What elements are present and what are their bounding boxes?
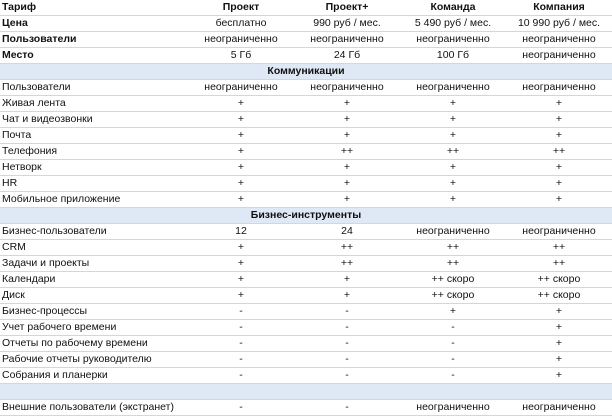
cell-value: неограниченно [506, 224, 612, 240]
cell-value: + [506, 176, 612, 192]
feature-row [0, 128, 612, 144]
cell-value: + [188, 128, 294, 144]
cell-value: ++ [400, 240, 506, 256]
cell-value: + [506, 368, 612, 384]
feature-row [0, 192, 612, 208]
row-label: Бизнес-пользователи [0, 224, 188, 240]
row-label: Почта [0, 128, 188, 144]
row-label: Пользователи [0, 32, 188, 48]
cell-value: ++ скоро [506, 272, 612, 288]
cell-value: + [506, 112, 612, 128]
cell-value: неограниченно [188, 32, 294, 48]
cell-value: неограниченно [506, 32, 612, 48]
cell-value: 24 [294, 224, 400, 240]
cell-value: + [506, 320, 612, 336]
row-label: Отчеты по рабочему времени [0, 336, 188, 352]
row-label: Календари [0, 272, 188, 288]
cell-value: 10 990 руб / мес. [506, 16, 612, 32]
cell-value: + [188, 240, 294, 256]
cell-value: + [294, 288, 400, 304]
row-label: Пользователи [0, 80, 188, 96]
cell-value: + [506, 128, 612, 144]
cell-value: неограниченно [400, 80, 506, 96]
cell-value: 12 [188, 224, 294, 240]
feature-row [0, 80, 612, 96]
row-label: Мобильное приложение [0, 192, 188, 208]
plan-name-proekt: Проект [188, 0, 294, 16]
cell-value: неограниченно [400, 400, 506, 416]
cell-value: 5 Гб [188, 48, 294, 64]
row-label: Бизнес-процессы [0, 304, 188, 320]
cell-value: + [188, 96, 294, 112]
cell-value: + [188, 144, 294, 160]
section-title: Коммуникации [0, 64, 612, 80]
feature-row [0, 144, 612, 160]
row-label: HR [0, 176, 188, 192]
cell-value: неограниченно [294, 80, 400, 96]
feature-row [0, 176, 612, 192]
cell-value: + [188, 272, 294, 288]
section-header-row [0, 64, 612, 80]
cell-value: + [400, 128, 506, 144]
cell-value: неограниченно [506, 48, 612, 64]
feature-row [0, 240, 612, 256]
cell-value: - [400, 336, 506, 352]
cell-value: - [294, 400, 400, 416]
plan-name-kompaniya: Компания [506, 0, 612, 16]
cell-value: неограниченно [506, 80, 612, 96]
cell-value: - [188, 400, 294, 416]
cell-value: + [188, 288, 294, 304]
feature-row [0, 256, 612, 272]
cell-value: - [188, 368, 294, 384]
cell-value: + [400, 176, 506, 192]
row-label: Внешние пользователи (экстранет) [0, 400, 188, 416]
spacer-cell [0, 384, 612, 400]
feature-row [0, 336, 612, 352]
cell-value: 5 490 руб / мес. [400, 16, 506, 32]
cell-value: ++ [506, 240, 612, 256]
cell-value: 24 Гб [294, 48, 400, 64]
cell-value: + [294, 128, 400, 144]
header-label: Тариф [0, 0, 188, 16]
cell-value: + [294, 96, 400, 112]
feature-row [0, 288, 612, 304]
cell-value: - [400, 320, 506, 336]
cell-value: ++ [400, 144, 506, 160]
cell-value: + [400, 160, 506, 176]
cell-value: ++ [294, 240, 400, 256]
section-title: Бизнес-инструменты [0, 208, 612, 224]
cell-value: 100 Гб [400, 48, 506, 64]
cell-value: + [294, 192, 400, 208]
row-label: CRM [0, 240, 188, 256]
cell-value: ++ скоро [400, 272, 506, 288]
cell-value: неограниченно [506, 400, 612, 416]
feature-row [0, 224, 612, 240]
plan-name-proekt-plus: Проект+ [294, 0, 400, 16]
feature-row [0, 96, 612, 112]
cell-value: + [294, 160, 400, 176]
cell-value: - [188, 320, 294, 336]
row-label: Чат и видеозвонки [0, 112, 188, 128]
cell-value: - [400, 368, 506, 384]
cell-value: 990 руб / мес. [294, 16, 400, 32]
cell-value: - [294, 304, 400, 320]
cell-value: - [400, 352, 506, 368]
cell-value: + [188, 112, 294, 128]
feature-row [0, 352, 612, 368]
row-label: Задачи и проекты [0, 256, 188, 272]
cell-value: ++ скоро [506, 288, 612, 304]
cell-value: + [506, 160, 612, 176]
cell-value: неограниченно [294, 32, 400, 48]
row-label: Рабочие отчеты руководителю [0, 352, 188, 368]
row-label: Телефония [0, 144, 188, 160]
section-header-row [0, 208, 612, 224]
plan-name-komanda: Команда [400, 0, 506, 16]
cell-value: + [188, 256, 294, 272]
cell-value: бесплатно [188, 16, 294, 32]
feature-row [0, 368, 612, 384]
cell-value: ++ скоро [400, 288, 506, 304]
cell-value: ++ [294, 256, 400, 272]
cell-value: - [188, 304, 294, 320]
spacer-row [0, 384, 612, 400]
cell-value: + [294, 272, 400, 288]
cell-value: - [294, 368, 400, 384]
row-label: Нетворк [0, 160, 188, 176]
cell-value: + [506, 96, 612, 112]
summary-row [0, 48, 612, 64]
cell-value: ++ [506, 256, 612, 272]
cell-value: + [400, 304, 506, 320]
summary-row [0, 16, 612, 32]
cell-value: - [188, 336, 294, 352]
cell-value: + [506, 352, 612, 368]
row-label: Живая лента [0, 96, 188, 112]
cell-value: + [506, 192, 612, 208]
row-label: Собрания и планерки [0, 368, 188, 384]
cell-value: + [506, 304, 612, 320]
feature-row [0, 400, 612, 416]
cell-value: + [188, 192, 294, 208]
cell-value: - [294, 336, 400, 352]
feature-row [0, 112, 612, 128]
cell-value: + [294, 176, 400, 192]
feature-row [0, 304, 612, 320]
cell-value: - [188, 352, 294, 368]
row-label: Диск [0, 288, 188, 304]
feature-row [0, 160, 612, 176]
cell-value: ++ [400, 256, 506, 272]
summary-row [0, 32, 612, 48]
cell-value: + [400, 112, 506, 128]
cell-value: ++ [506, 144, 612, 160]
cell-value: неограниченно [400, 224, 506, 240]
header-row [0, 0, 612, 16]
cell-value: неограниченно [188, 80, 294, 96]
feature-row [0, 320, 612, 336]
cell-value: + [506, 336, 612, 352]
cell-value: + [400, 192, 506, 208]
cell-value: + [188, 160, 294, 176]
cell-value: + [188, 176, 294, 192]
cell-value: неограниченно [400, 32, 506, 48]
cell-value: - [294, 320, 400, 336]
cell-value: + [400, 96, 506, 112]
feature-row [0, 272, 612, 288]
cell-value: ++ [294, 144, 400, 160]
row-label: Учет рабочего времени [0, 320, 188, 336]
cell-value: + [294, 112, 400, 128]
row-label: Место [0, 48, 188, 64]
cell-value: - [294, 352, 400, 368]
row-label: Цена [0, 16, 188, 32]
